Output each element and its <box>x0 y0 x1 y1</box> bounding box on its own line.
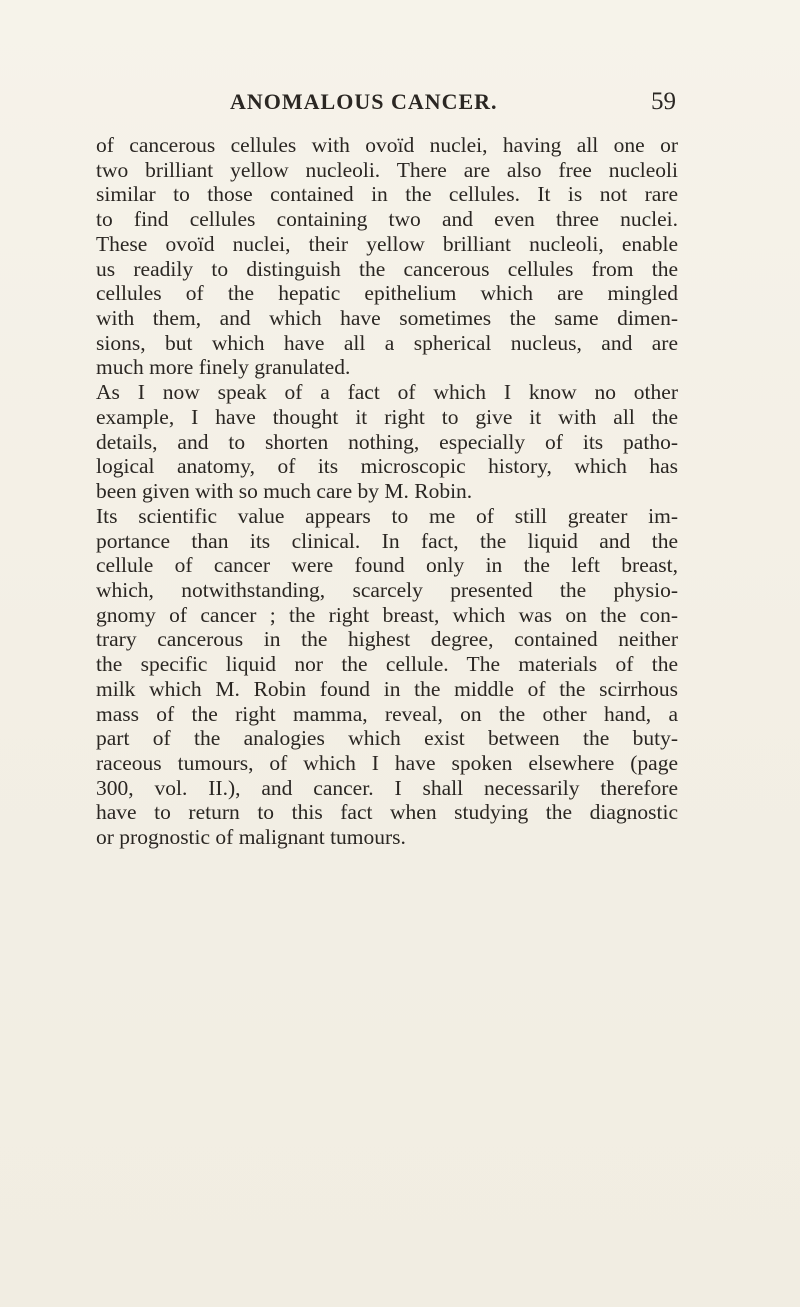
running-head: ANOMALOUS CANCER. <box>230 89 498 114</box>
text-line: part of the analogies which exist between the buty- <box>96 726 678 751</box>
text-line: similar to those contained in the cellules. It is not rare <box>96 182 678 207</box>
text-line: details, and to shorten nothing, especially of its patho- <box>96 429 678 454</box>
text-line: which, notwithstanding, scarcely presented the physio- <box>96 577 678 602</box>
paragraph-end-line: been given with so much care by M. Robin. <box>96 479 473 504</box>
page-header <box>230 86 676 118</box>
text-line: with them, and which have sometimes the same dimen- <box>96 306 678 331</box>
body-text <box>96 133 678 850</box>
text-line: of cancerous cellules with ovoïd nuclei, having all one or <box>96 133 678 157</box>
text-line: raceous tumours, of which I have spoken elsewhere (page <box>96 750 678 775</box>
text-line: trary cancerous in the highest degree, contained neither <box>96 627 678 652</box>
paragraph-end-line: or prognostic of malignant tumours. <box>96 825 406 850</box>
text-line: Its scientific value appears to me of still greater im- <box>96 503 678 528</box>
text-line: have to return to this fact when studying the diagnostic <box>96 800 678 825</box>
text-line: cellules of the hepatic epithelium which are mingled <box>96 281 678 306</box>
text-line: to find cellules containing two and even three nuclei. <box>96 207 678 232</box>
text-line: 300, vol. II.), and cancer. I shall necessarily therefore <box>96 775 678 800</box>
paragraph-end-line: much more finely granulated. <box>96 355 351 380</box>
text-line: two brilliant yellow nucleoli. There are also free nucleoli <box>96 157 678 182</box>
text-line: logical anatomy, of its microscopic history, which has <box>96 454 678 479</box>
text-line: gnomy of cancer ; the right breast, which was on the con- <box>96 602 678 627</box>
page-number: 59 <box>651 88 676 115</box>
text-line: us readily to distinguish the cancerous cellules from the <box>96 256 678 281</box>
text-line: sions, but which have all a spherical nucleus, and are <box>96 330 678 355</box>
text-line: As I now speak of a fact of which I know no other <box>96 380 678 405</box>
text-line: example, I have thought it right to give it with all the <box>96 404 678 429</box>
text-line: These ovoïd nuclei, their yellow brilliant nucleoli, enable <box>96 231 678 256</box>
text-line: portance than its clinical. In fact, the liquid and the <box>96 528 678 553</box>
text-line: the specific liquid nor the cellule. The materials of the <box>96 652 678 677</box>
text-line: cellule of cancer were found only in the left breast, <box>96 553 678 578</box>
text-line: milk which M. Robin found in the middle of the scirrhous <box>96 676 678 701</box>
text-line: mass of the right mamma, reveal, on the other hand, a <box>96 701 678 726</box>
